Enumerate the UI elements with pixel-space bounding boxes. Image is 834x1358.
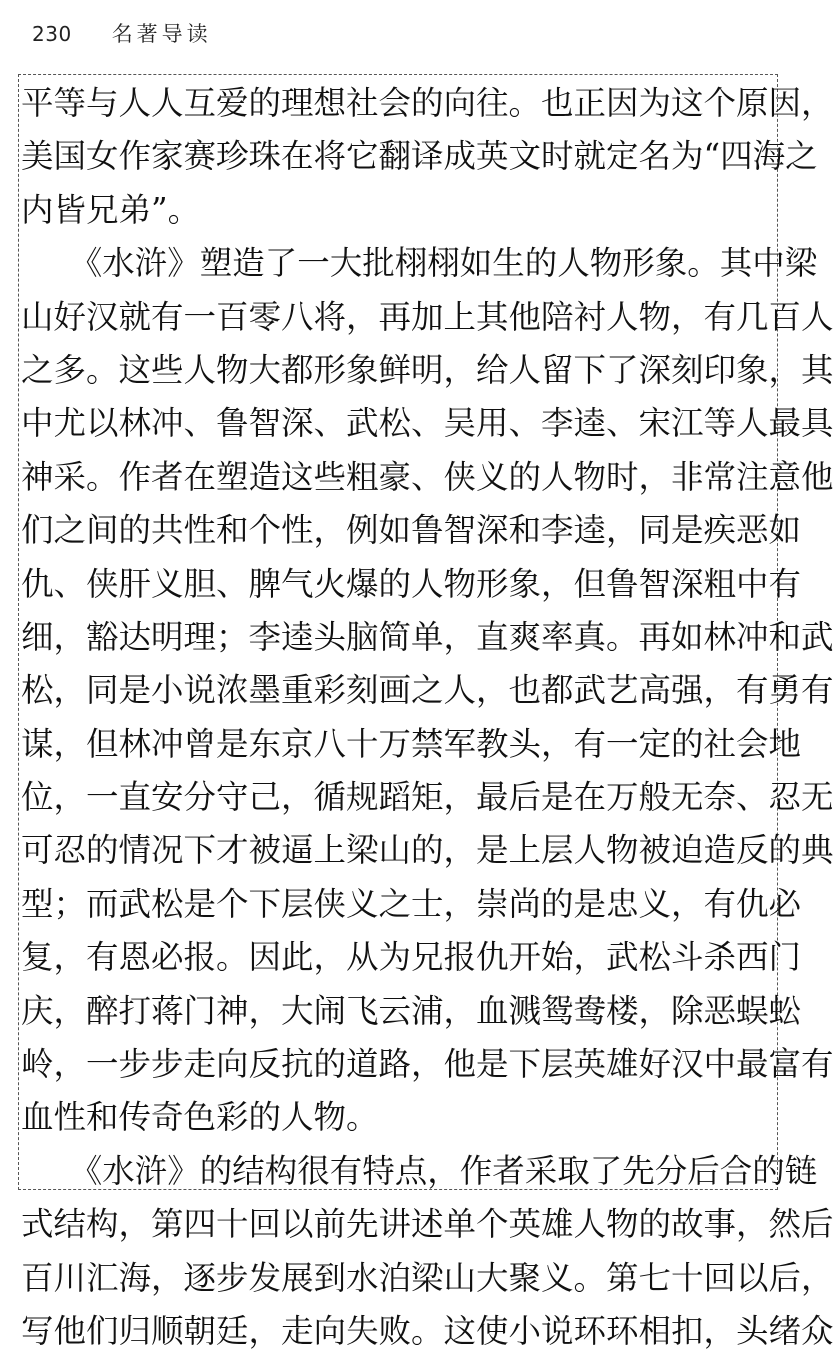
text-line: 内皆兄弟”。 [21,190,201,229]
text-line: 仇、侠肝义胆、脾气火爆的人物形象，但鲁智深粗中有 [21,564,802,603]
text-line: 型；而武松是个下层侠义之士，崇尚的是忠义，有仇必 [21,884,802,923]
text-line: 式结构，第四十回以前先讲述单个英雄人物的故事，然后 [21,1205,834,1244]
text-line: 庆，醉打蒋门神，大闹飞云浦，血溅鸳鸯楼，除恶蜈蚣 [21,991,802,1030]
text-line: 美国女作家赛珍珠在将它翻译成英文时就定名为“四海之 [21,137,818,176]
text-line: 神采。作者在塑造这些粗豪、侠义的人物时，非常注意他 [21,457,834,496]
text-line: 位，一直安分守己，循规蹈矩，最后是在万般无奈、忍无 [21,778,834,817]
page-number: 230 [32,22,72,46]
text-line: 血性和传奇色彩的人物。 [21,1098,379,1137]
text-line: 山好汉就有一百零八将，再加上其他陪衬人物，有几百人 [21,297,834,336]
text-line: 中尤以林冲、鲁智深、武松、吴用、李逵、宋江等人最具 [21,404,834,443]
text-line: 写他们归顺朝廷，走向失败。这使小说环环相扣，头绪众 [21,1311,834,1350]
text-line: 平等与人人互爱的理想社会的向往。也正因为这个原因， [21,84,834,122]
text-frame [18,74,834,1350]
text-line: 百川汇海，逐步发展到水泊梁山大聚义。第七十回以后， [21,1258,834,1297]
text-line: 细，豁达明理；李逵头脑简单，直爽率真。再如林冲和武 [21,617,834,656]
text-line: 《水浒》塑造了一大批栩栩如生的人物形象。其中梁 [21,244,818,283]
text-line: 复，有恩必报。因此，从为兄报仇开始，武松斗杀西门 [21,938,802,977]
text-line: 之多。这些人物大都形象鲜明，给人留下了深刻印象，其 [21,350,834,389]
running-header [32,18,212,48]
book-title: 名著导读 [111,22,212,46]
text-line: 可忍的情况下才被逼上梁山的，是上层人物被迫造反的典 [21,831,834,870]
text-line: 《水浒》的结构很有特点，作者采取了先分后合的链 [21,1151,818,1190]
text-line: 们之间的共性和个性，例如鲁智深和李逵，同是疾恶如 [21,511,802,550]
body-text [21,77,834,1358]
text-line: 谋，但林冲曾是东京八十万禁军教头，有一定的社会地 [21,724,802,763]
text-line: 松，同是小说浓墨重彩刻画之人，也都武艺高强，有勇有 [21,671,834,710]
text-line: 岭，一步步走向反抗的道路，他是下层英雄好汉中最富有 [21,1045,834,1084]
